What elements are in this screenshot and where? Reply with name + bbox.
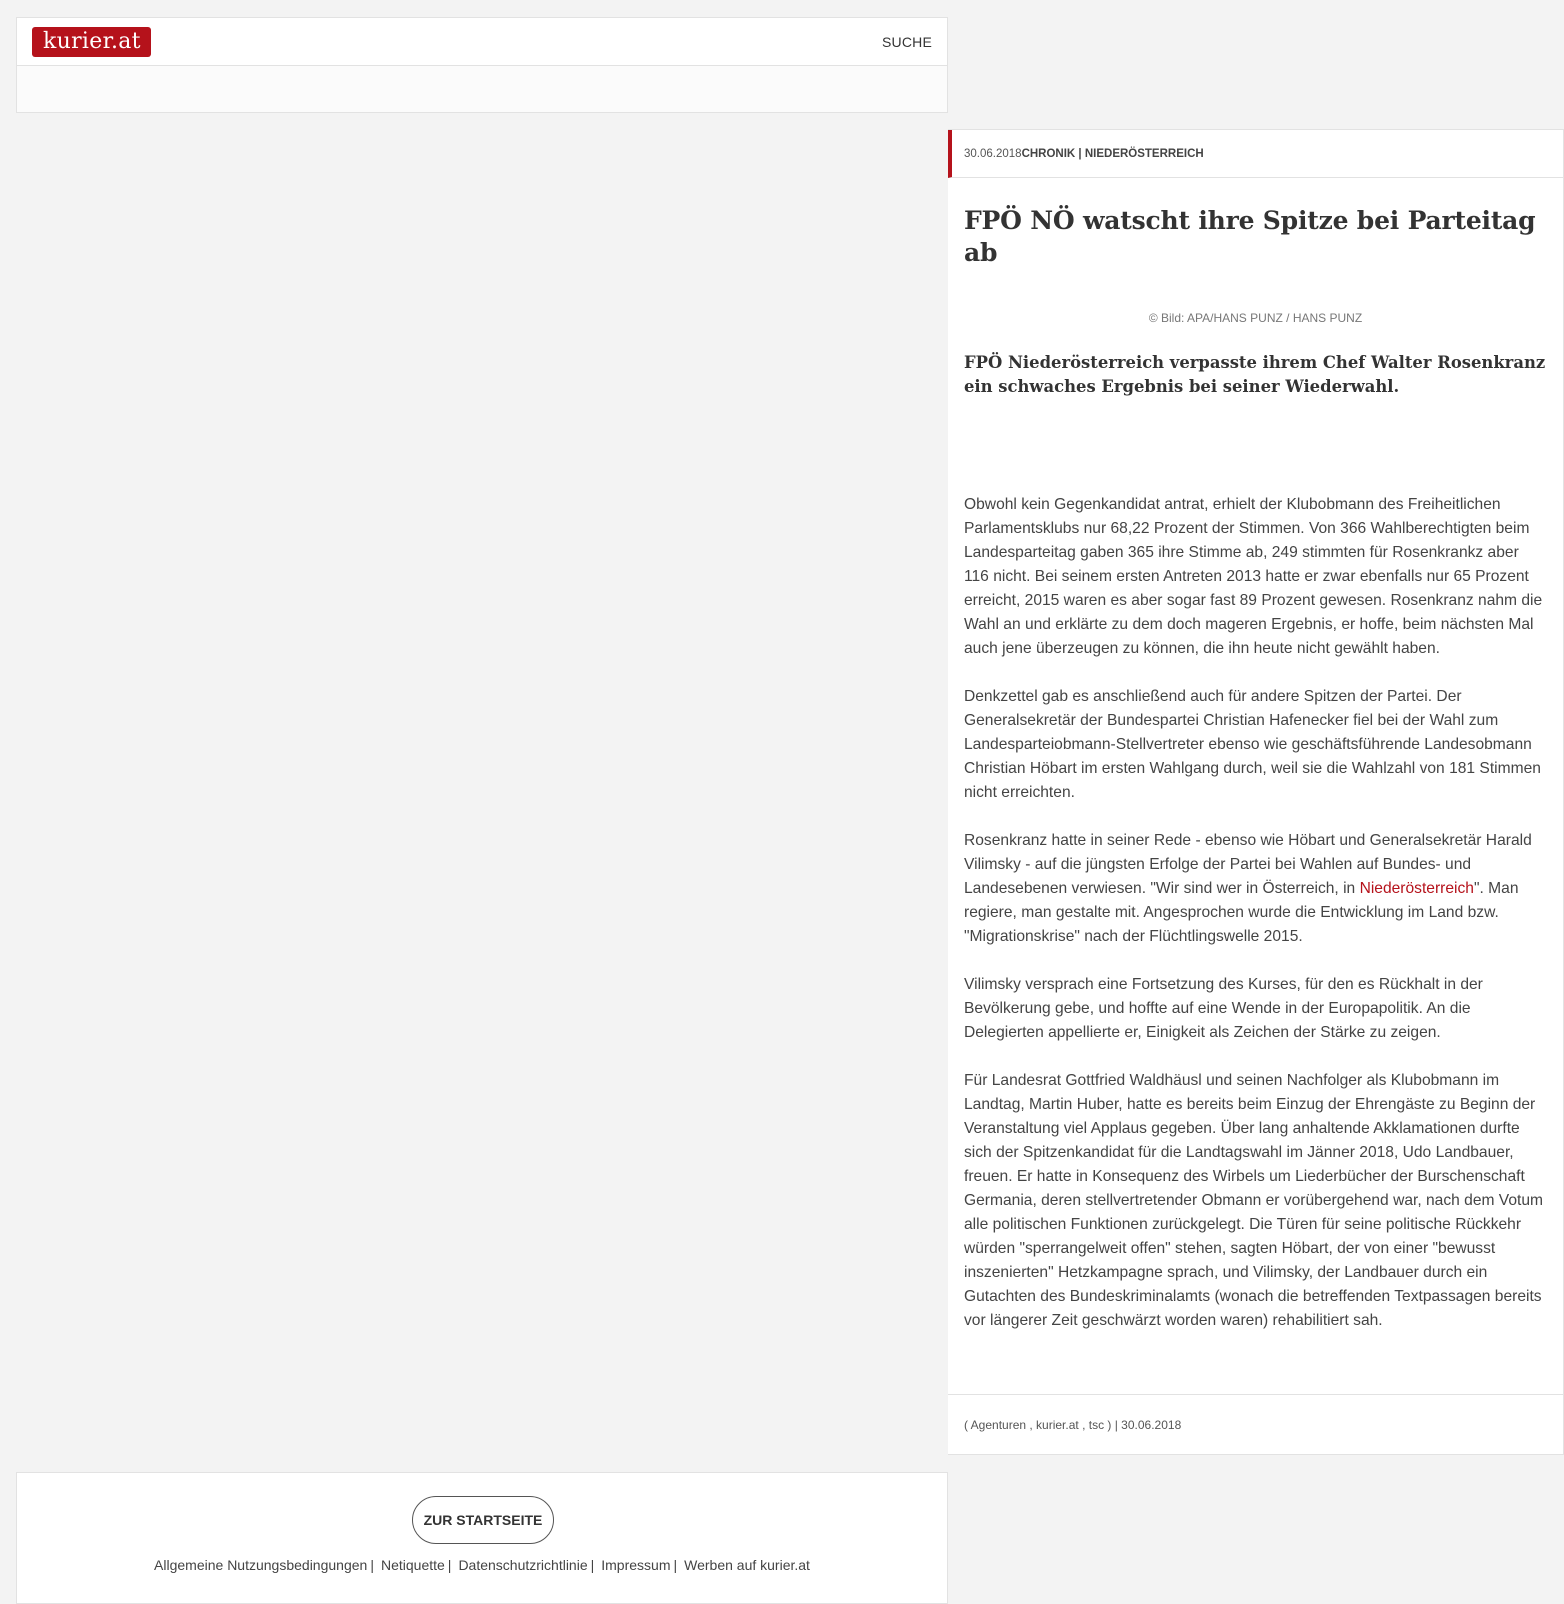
paragraph — [964, 829, 1547, 949]
article-content — [948, 205, 1563, 1333]
inline-link-niederoesterreich[interactable]: Niederösterreich — [1359, 880, 1474, 897]
paragraph: Für Landesrat Gottfried Waldhäusl und seinen Nachfolger als Klubobmann im Landtag, Martin Huber, hatte es bereits beim Einzug der Ehrengäste zu Beginn der Veranstaltung viel Applaus gegeben. Über lang anhaltende Akklamationen durfte sich der Spitzenkandidat für die Landtagswahl im Jänner 2018, Udo Landbauer, freuen. Er hatte in Konsequenz des Wirbels um Liederbücher der Burschenschaft Germania, deren stellvertretender Obmann er vorübergehend war, nach dem Votum alle politischen Funktionen zurückgelegt. Die Türen für seine politische Rückkehr würden "sperrangelweit offen" stehen, sagten Höbart, der von einer "bewusst inszenierten" Hetzkampagne sprach, und Vilimsky, der Landbauer durch ein Gutachten des Bundeskriminalamts (wonach die betreffenden Textpassagen bereits vor längerer Zeit geschwärzt worden waren) rehabilitiert sah. — [964, 1072, 1544, 1329]
footer-separator: | — [447, 1557, 452, 1573]
article-date: 30.06.2018 — [964, 147, 1022, 160]
home-button[interactable]: ZUR STARTSEITE — [412, 1496, 554, 1544]
category-separator: | — [1075, 147, 1085, 160]
site-footer — [16, 1472, 948, 1604]
image-credit: © Bild: APA/HANS PUNZ / HANS PUNZ — [1148, 311, 1363, 325]
paragraph-text: ". Man regiere, man gestalte mit. Angesprochen wurde die Entwicklung im Land bzw. "Migrationskrise" nach der Flüchtlingswelle 2015. — [964, 880, 1519, 945]
article-lead: FPÖ Niederösterreich verpasste ihrem Chef Walter Rosenkranz ein schwaches Ergebnis bei seiner Wiederwahl. — [964, 353, 1546, 396]
paragraph: Vilimsky versprach eine Fortsetzung des Kurses, für den es Rückhalt in der Bevölkerung gebe, und hoffte auf eine Wende in der Europapolitik. An die Delegierten appellierte er, Einigkeit als Zeichen der Stärke zu zeigen. — [964, 976, 1483, 1041]
site-header — [16, 17, 948, 113]
footer-link-nutzungsbedingungen[interactable]: Allgemeine Nutzungsbedingungen — [154, 1557, 368, 1573]
header-sub-bar — [17, 66, 947, 112]
paragraph-text: Rosenkranz hatte in seiner Rede - ebenso wie Höbart und Generalsekretär Harald Vilimsky - auf die jüngsten Erfolge der Partei bei Wahlen auf Bundes- und Landesebenen verwiesen. "Wir sind wer in Österreich, in — [964, 832, 1532, 897]
article-source — [948, 1394, 1563, 1454]
article-category — [1022, 148, 1204, 160]
footer-separator: | — [590, 1557, 595, 1573]
source-text: ( Agenturen , kurier.at , tsc ) | 30.06.2018 — [964, 1417, 1182, 1432]
kurier-logo[interactable]: kurier.at — [32, 27, 151, 57]
article-headline: FPÖ NÖ watscht ihre Spitze bei Parteitag ab — [964, 206, 1536, 267]
header-top-bar — [17, 18, 947, 66]
footer-link-werben[interactable]: Werben auf kurier.at — [684, 1557, 810, 1573]
footer-separator: | — [370, 1557, 374, 1573]
search-link[interactable]: SUCHE — [881, 33, 932, 50]
article-card — [948, 129, 1564, 1455]
footer-link-impressum[interactable]: Impressum — [601, 1557, 671, 1573]
footer-links — [17, 1557, 947, 1573]
footer-link-netiquette[interactable]: Netiquette — [380, 1557, 445, 1573]
category-link-chronik[interactable]: CHRONIK — [1021, 147, 1076, 160]
footer-link-datenschutz[interactable]: Datenschutzrichtlinie — [458, 1557, 588, 1573]
article-meta-bar — [948, 130, 1563, 178]
footer-separator: | — [673, 1557, 678, 1573]
article-body — [964, 493, 1547, 1333]
paragraph: Denkzettel gab es anschließend auch für andere Spitzen der Partei. Der Generalsekretär der Bundespartei Christian Hafenecker fiel bei der Wahl zum Landesparteiobmann-Stellvertreter ebenso wie geschäftsführende Landesobmann Christian Höbart im ersten Wahlgang durch, weil sie die Wahlzahl von 181 Stimmen nicht erreichten. — [964, 688, 1541, 801]
category-link-niederoesterreich[interactable]: NIEDERÖSTERREICH — [1084, 147, 1204, 160]
paragraph: Obwohl kein Gegenkandidat antrat, erhielt der Klubobmann des Freiheitlichen Parlamentsklubs nur 68,22 Prozent der Stimmen. Von 366 Wahlberechtigten beim Landesparteitag gaben 365 ihre Stimme ab, 249 stimmten für Rosenkrankz aber 116 nicht. Bei seinem ersten Antreten 2013 hatte er zwar ebenfalls nur 65 Prozent erreicht, 2015 waren es aber sogar fast 89 Prozent gewesen. Rosenkranz nahm die Wahl an und erklärte zu dem doch mageren Ergebnis, er hoffe, beim nächsten Mal auch jene überzeugen zu können, die ihn heute nicht gewählt haben. — [964, 496, 1543, 657]
